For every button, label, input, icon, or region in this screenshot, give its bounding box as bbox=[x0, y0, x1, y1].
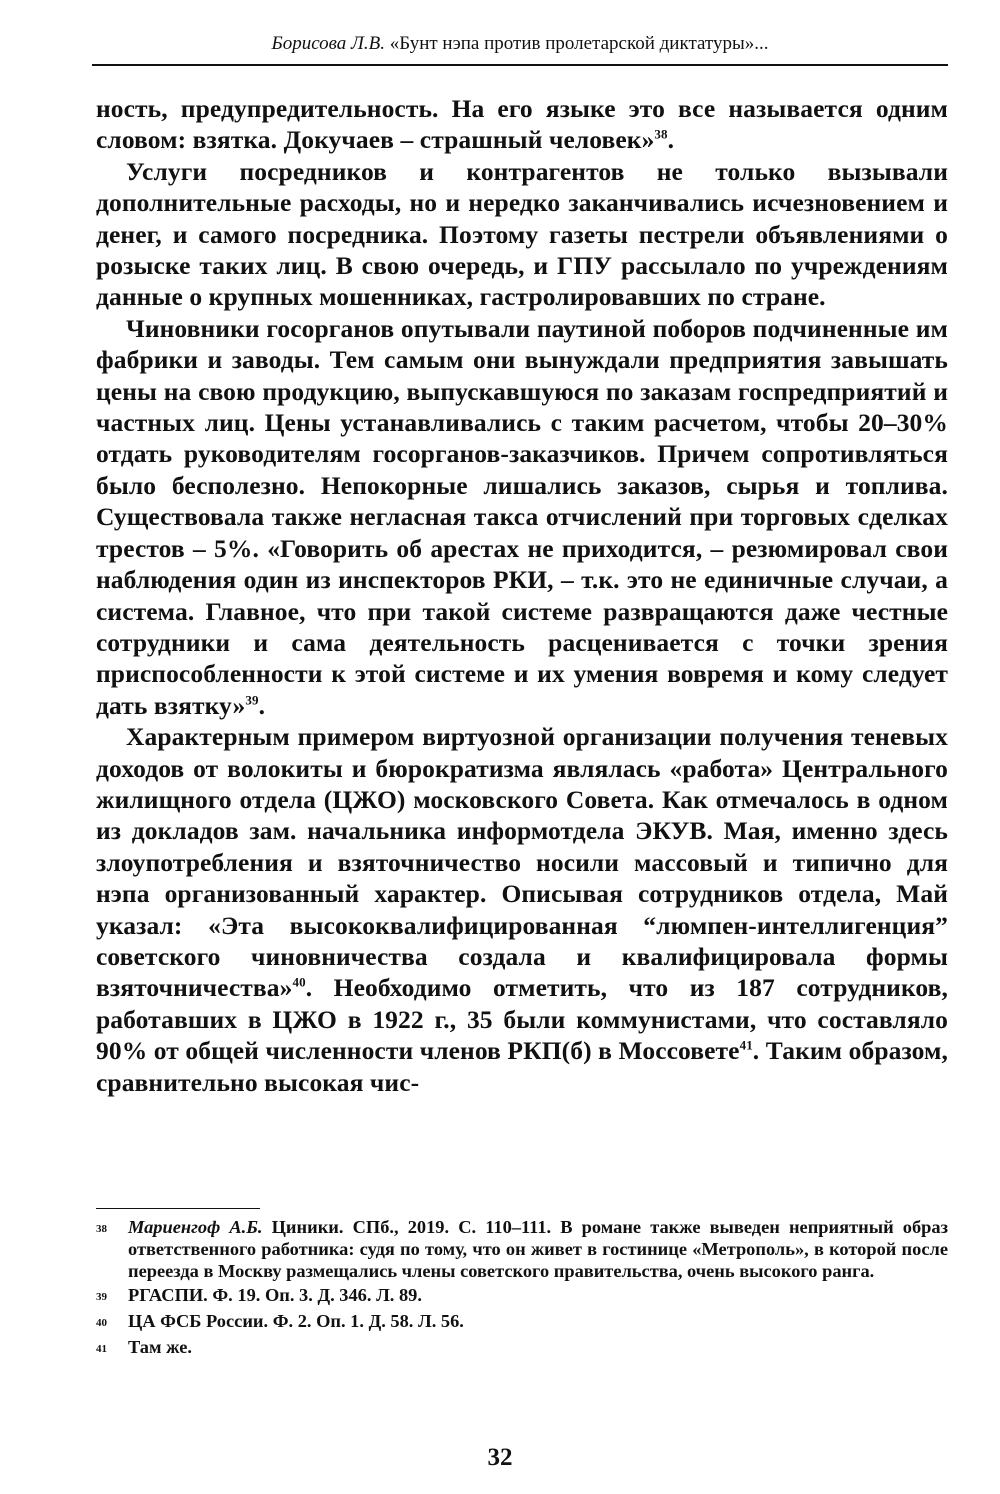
page-number: 32 bbox=[487, 1444, 513, 1471]
paragraph-text: Услуги посредников и контрагентов не только вызывали дополнительные расходы, но и нередко заканчивались исчезновением и денег, и самого посредника. Поэтому газеты пестрели объявлениями о розыске таких лиц. В свою очередь, и ГПУ рассылало по учреждениям данные о крупных мошенниках, гастролировавших по стране. bbox=[96, 156, 948, 312]
paragraph-text: Характерным примером виртуозной организации получения теневых доходов от волокиты и бюрократизма являлась «работа» Центрального жилищного отдела (ЦЖО) московского Совета. Как отмечалось в одном из докладов зам. начальника информотдела ЭКУВ. Мая, именно здесь злоупотребления и взяточничество носили массовый и типично для нэпа организованный характер. Описывая сотрудников отдела, Май указал: «Эта высококвалифицированная “люмпен-интеллигенция” советского чиновничества создала и квалифицировала формы взяточничества» bbox=[96, 722, 948, 1003]
footnote-number: 38 bbox=[96, 1223, 107, 1235]
paragraph bbox=[96, 156, 948, 313]
paragraph: ность, предупредительность. На его языке это все называется одним словом: взятка. Докучаев – страшный человек»$^{38}$. bbox=[96, 94, 948, 155]
header-rule bbox=[92, 64, 948, 66]
footnote-text: ЦА ФСБ России. Ф. 2. Оп. 1. Д. 58. Л. 56. bbox=[128, 1311, 464, 1331]
footnote bbox=[96, 1310, 948, 1334]
footnote-ref: 38 bbox=[654, 126, 668, 142]
footnote-number: 41 bbox=[96, 1343, 107, 1355]
paragraph-text: ность, предупредительность. На его языке это все называется одним словом: взятка. Докучаев – страшный человек» bbox=[96, 94, 948, 155]
paragraph-text: . Таким образом, сравнительно высокая чис- bbox=[96, 1036, 948, 1097]
footnote-number: 39 bbox=[96, 1291, 107, 1303]
footnote bbox=[96, 1284, 948, 1308]
footnote-ref: 41 bbox=[739, 1037, 753, 1053]
paragraph-text: . Необходимо отметить, что из 187 сотрудников, работавших в ЦЖО в 1922 г., 35 были коммунистами, что составляло 90% от общей численности членов РКП(б) в Моссовете bbox=[96, 973, 948, 1066]
footnote-ref: 39 bbox=[245, 692, 259, 708]
footnote-text: РГАСПИ. Ф. 19. Оп. 3. Д. 346. Л. 89. bbox=[128, 1285, 422, 1305]
main-text bbox=[96, 93, 948, 1098]
footnote-ref: 40 bbox=[292, 974, 306, 990]
header-author: Борисова Л.В. bbox=[271, 33, 386, 54]
paragraph-text: Чиновники госорганов опутывали паутиной поборов подчиненные им фабрики и заводы. Тем самым они вынуждали предприятия завышать цены на свою продукцию, выпускавшуюся по заказам госпредприятий и частных лиц. Цены устанавливались с таким расчетом, чтобы 20–30% отдать руководителям госорганов-заказчиков. Причем сопротивляться было бесполезно. Непокорные лишались заказов, сырья и топлива. Существовала также негласная такса отчислений при торговых сделках трестов – 5%. «Говорить об арестах не приходится, – резюмировал свои наблюдения один из инспекторов РКИ, – т.к. это не единичные случаи, а система. Главное, что при такой системе развращаются даже честные сотрудники и сама деятельность расценивается с точки зрения приспособленности к этой системе и их умения вовремя и кому следует дать взятку» bbox=[96, 313, 948, 720]
paragraph bbox=[96, 721, 948, 1098]
footnote-author: Мариенгоф А.Б. bbox=[128, 1217, 263, 1237]
footnote bbox=[96, 1216, 948, 1282]
footnote-number: 40 bbox=[96, 1317, 107, 1329]
footnote bbox=[96, 1336, 948, 1360]
footnotes bbox=[96, 1216, 948, 1362]
footnote-rule bbox=[96, 1208, 260, 1209]
paragraph: Чиновники госорганов опутывали паутиной поборов подчиненные им фабрики и заводы. Тем самым они вынуждали предприятия завышать цены на свою продукцию, выпускавшуюся по заказам госпредприятий и частных лиц. Цены устанавливались с таким расчетом, чтобы 20–30% отдать руководителям госорганов-заказчиков. Причем сопротивляться было бесполезно. Непокорные лишались заказов, сырья и топлива. Существовала также негласная такса отчислений при торговых сделках трестов – 5%. «Говорить об арестах не приходится, – резюмировал свои наблюдения один из инспекторов РКИ, – т.к. это не единичные случаи, а система. Главное, что при такой системе развращаются даже честные сотрудники и сама деятельность расценивается с точки зрения приспособленности к этой системе и их умения вовремя и кому следует дать взятку»$^{39}$. bbox=[96, 313, 948, 720]
footnote-text bbox=[128, 1216, 948, 1282]
footnote-text: Там же. bbox=[128, 1337, 192, 1357]
footnote-body: Циники. СПб., 2019. С. 110–111. В романе также выведен неприятный образ ответственного работника: судя по тому, что он живет в гостинице «Метрополь», в которой после переезда в Москву размещались члены советского правительства, очень высокого ранга. bbox=[128, 1217, 948, 1281]
running-header bbox=[92, 32, 948, 56]
header-title: «Бунт нэпа против пролетарской диктатуры»... bbox=[389, 33, 769, 54]
